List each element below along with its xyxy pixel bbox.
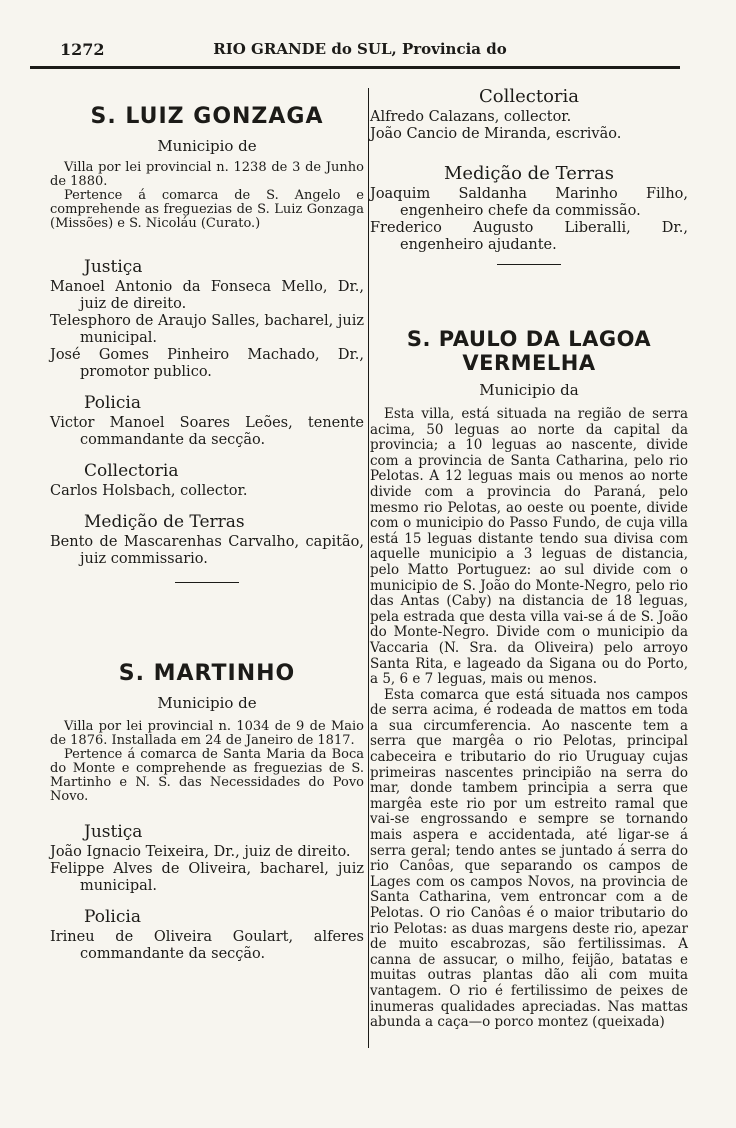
right-column bbox=[370, 86, 688, 1031]
list-item: João Ignacio Teixeira, Dr., juiz de direito. bbox=[50, 844, 351, 860]
list-item: João Cancio de Miranda, escrivão. bbox=[370, 126, 622, 142]
paragraph: Villa por lei provincial n. 1238 de 3 de Junho de 1880. bbox=[50, 160, 364, 189]
list-item: Alfredo Calazans, collector. bbox=[370, 109, 572, 125]
list-item: Telesphoro de Araujo Salles, bacharel, juiz municipal. bbox=[50, 313, 364, 346]
list-item: Joaquim Saldanha Marinho Filho, engenheiro chefe da commissão. bbox=[370, 186, 688, 219]
paragraph: Pertence á comarca de Santa Maria da Boca do Monte e comprehende as freguezias de S. Martinho e N. S. das Necessidades do Povo Novo. bbox=[50, 747, 364, 804]
section-subtitle: Municipio de bbox=[157, 694, 257, 712]
list-item: Frederico Augusto Liberalli, Dr., engenheiro ajudante. bbox=[370, 220, 688, 253]
heading-justica: Justiça bbox=[84, 257, 143, 277]
paragraph: Esta villa, está situada na região de serra acima, 50 leguas ao norte da capital da provincia; a 10 leguas ao nascente, divide com a provincia de Santa Catharina, pelo rio Pelotas. A 12 leguas mais ou menos ao norte divide com a provincia do Paraná, pelo mesmo rio Pelotas, ao oeste ou poente, divide com o municipio do Passo Fundo, de cuja villa está 15 leguas distante tendo sua divisa com aquelle municipio a 3 leguas de distancia, pelo Matto Portuguez: ao sul divide com o municipio de S. João do Monte-Negro, pelo rio das Antas (Caby) na distancia de 18 leguas, pela estrada que desta villa vai-se á de S. João do Monte-Negro. Divide com o municipio da Vaccaria (N. Sra. da Oliveira) pelo arroyo Santa Rita, e lageado da Sigana ou do Porto, a 5, 6 e 7 leguas, mais ou menos. bbox=[370, 406, 688, 688]
paragraph: Esta comarca que está situada nos campos de serra acima, é rodeada de mattos em toda a sua circumferencia. Ao nascente tem a serra que margêa o rio Pelotas, principal cabeceira e tributario do rio Uruguay cujas primeiras nascentes principião na serra do mar, donde tambem principia a serra que margêa este rio por um estreito ramal que vai-se engrossando e sempre se tornando mais aspera e accidentada, até ligar-se á serra geral; tendo antes se juntado á serra do rio Canôas, que separando os campos de Lages com os campos Novos, na provincia de Santa Catharina, vem entroncar com a de Pelotas. O rio Canôas é o maior tributario do rio Pelotas: as duas margens deste rio, apezar de muito escabrozas, são fertilissimas. A canna de assucar, o milho, feijão, batatas e muitas outras plantas dão ali com muita vantagem. O rio é fertilissimo de peixes de inumeras qualidades apreciadas. Nas mattas abunda a caça—o porco montez (queixada) bbox=[370, 686, 688, 1031]
heading-medicao: Medição de Terras bbox=[443, 163, 615, 184]
list-item: Irineu de Oliveira Goulart, alferes commandante da secção. bbox=[50, 929, 364, 962]
section-title-s-paulo-da-lagoa-vermelha: S. PAULO DA LAGOA VERMELHA bbox=[406, 327, 652, 375]
paragraph: Villa por lei provincial n. 1034 de 9 de Maio de 1876. Installada em 24 de Janeiro de 1817. bbox=[50, 719, 364, 748]
separator-rule bbox=[175, 582, 239, 583]
running-title: RIO GRANDE do SUL, Provincia do bbox=[213, 40, 507, 58]
heading-justica: Justiça bbox=[84, 822, 143, 842]
separator-rule bbox=[497, 264, 561, 265]
paragraph: Pertence á comarca de S. Angelo e comprehende as freguezias de S. Luiz Gonzaga (Missões) e S. Nicoláu (Curato.) bbox=[50, 188, 364, 231]
section-title-s-luiz-gonzaga: S. LUIZ GONZAGA bbox=[90, 104, 324, 129]
list-item: Bento de Mascarenhas Carvalho, capitão, juiz commissario. bbox=[50, 534, 364, 567]
list-item: Carlos Holsbach, collector. bbox=[50, 483, 248, 499]
list-item: José Gomes Pinheiro Machado, Dr., promotor publico. bbox=[50, 347, 364, 380]
left-column bbox=[50, 104, 364, 963]
header-rule bbox=[30, 66, 680, 69]
heading-medicao: Medição de Terras bbox=[84, 512, 245, 532]
column-divider bbox=[368, 88, 369, 1048]
list-item: Felippe Alves de Oliveira, bacharel, juiz municipal. bbox=[50, 861, 364, 894]
page-number: 1272 bbox=[60, 40, 105, 59]
section-title-s-martinho: S. MARTINHO bbox=[118, 661, 296, 686]
section-subtitle: Municipio de bbox=[157, 137, 257, 155]
page-header bbox=[36, 36, 684, 62]
section-subtitle: Municipio da bbox=[479, 381, 579, 399]
list-item: Manoel Antonio da Fonseca Mello, Dr., juiz de direito. bbox=[50, 279, 364, 312]
heading-collectoria: Collectoria bbox=[84, 461, 179, 481]
heading-collectoria: Collectoria bbox=[478, 86, 580, 107]
list-item: Victor Manoel Soares Leões, tenente commandante da secção. bbox=[50, 415, 364, 448]
heading-policia: Policia bbox=[84, 907, 141, 927]
heading-policia: Policia bbox=[84, 393, 141, 413]
